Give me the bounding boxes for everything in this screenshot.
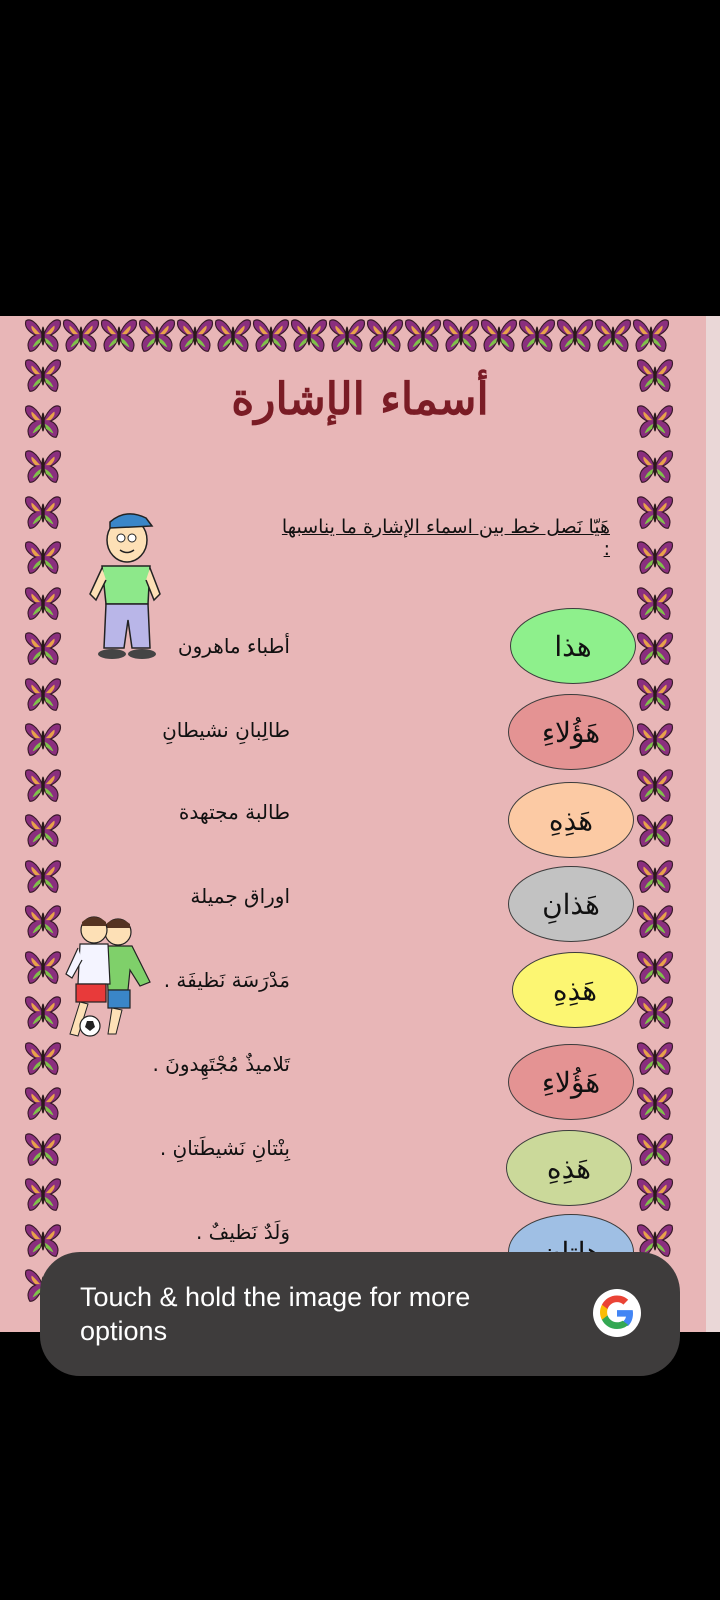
butterfly-icon xyxy=(290,318,328,354)
butterfly-icon xyxy=(24,1132,62,1168)
demonstrative-oval: هَذانِ xyxy=(508,866,634,942)
butterfly-icon xyxy=(636,358,674,394)
butterfly-icon xyxy=(636,586,674,622)
butterfly-icon xyxy=(24,722,62,758)
butterfly-icon xyxy=(24,318,62,354)
google-g-icon xyxy=(593,1289,641,1337)
toast-message: Touch & hold the image for more options xyxy=(80,1282,471,1346)
butterfly-icon xyxy=(636,540,674,576)
butterfly-icon xyxy=(366,318,404,354)
demonstrative-oval: هَذِهِ xyxy=(512,952,638,1028)
butterfly-icon xyxy=(24,1177,62,1213)
toast-notification xyxy=(40,1252,680,1376)
butterfly-icon xyxy=(636,1132,674,1168)
butterfly-icon xyxy=(636,904,674,940)
butterfly-icon xyxy=(404,318,442,354)
butterfly-icon xyxy=(636,404,674,440)
butterfly-icon xyxy=(252,318,290,354)
butterfly-icon xyxy=(442,318,480,354)
butterfly-icon xyxy=(24,495,62,531)
butterfly-icon xyxy=(636,1177,674,1213)
phrase-item: أطباء ماهرون xyxy=(177,634,290,658)
butterfly-icon xyxy=(636,722,674,758)
demonstrative-oval: هذا xyxy=(510,608,636,684)
phrase-item: بِنْتانِ نَشيطَتانِ . xyxy=(159,1136,290,1160)
butterfly-icon xyxy=(594,318,632,354)
butterfly-icon xyxy=(176,318,214,354)
butterfly-icon xyxy=(62,318,100,354)
demonstrative-oval: هَؤُلاءِ xyxy=(508,694,634,770)
butterfly-icon xyxy=(636,950,674,986)
butterfly-icon xyxy=(24,449,62,485)
worksheet-image[interactable] xyxy=(0,316,720,1332)
butterfly-icon xyxy=(328,318,366,354)
butterfly-icon xyxy=(138,318,176,354)
demonstrative-oval: هَؤُلاءِ xyxy=(508,1044,634,1120)
butterfly-icon xyxy=(24,859,62,895)
demonstrative-oval: هَذِهِ xyxy=(508,782,634,858)
butterfly-icon xyxy=(480,318,518,354)
butterfly-icon xyxy=(556,318,594,354)
phrase-item: تَلاميذٌ مُجْتَهِدونَ . xyxy=(152,1052,290,1076)
butterfly-icon xyxy=(636,631,674,667)
demonstrative-oval: هَذِهِ xyxy=(506,1130,632,1206)
butterfly-icon xyxy=(24,404,62,440)
phrase-item: مَدْرَسَة نَظيفَة . xyxy=(163,968,290,992)
butterfly-icon xyxy=(100,318,138,354)
butterfly-icon xyxy=(24,1041,62,1077)
butterfly-icon xyxy=(24,950,62,986)
butterfly-icon xyxy=(24,995,62,1031)
worksheet-title: أسماء الإشارة xyxy=(231,374,489,425)
phrase-item: وَلَدٌ نَظيفٌ . xyxy=(195,1220,290,1244)
butterfly-icon xyxy=(632,318,670,354)
butterfly-icon xyxy=(24,813,62,849)
butterfly-icon xyxy=(636,495,674,531)
butterfly-icon xyxy=(24,677,62,713)
phrase-item: طالبة مجتهدة xyxy=(178,800,290,824)
butterfly-icon xyxy=(24,1223,62,1259)
phrase-item: طالِبانِ نشيطانِ xyxy=(162,718,290,742)
worksheet-instruction: هَيّا نَصل خط بين اسماء الإشارة ما يناسبها : xyxy=(281,516,610,560)
butterfly-icon xyxy=(24,540,62,576)
butterfly-icon xyxy=(214,318,252,354)
butterfly-icon xyxy=(24,631,62,667)
butterfly-icon xyxy=(636,813,674,849)
butterfly-icon xyxy=(636,677,674,713)
butterfly-icon xyxy=(636,1041,674,1077)
butterfly-icon xyxy=(24,768,62,804)
butterfly-icon xyxy=(636,1086,674,1122)
butterfly-icon xyxy=(636,859,674,895)
butterfly-icon xyxy=(518,318,556,354)
butterfly-icon xyxy=(636,768,674,804)
butterfly-icon xyxy=(24,904,62,940)
butterfly-icon xyxy=(24,358,62,394)
worksheet-page xyxy=(0,316,706,1332)
butterfly-icon xyxy=(24,586,62,622)
phrase-item: اوراق جميلة xyxy=(190,884,290,908)
butterfly-icon xyxy=(24,1086,62,1122)
butterfly-icon xyxy=(636,995,674,1031)
butterfly-icon xyxy=(636,449,674,485)
